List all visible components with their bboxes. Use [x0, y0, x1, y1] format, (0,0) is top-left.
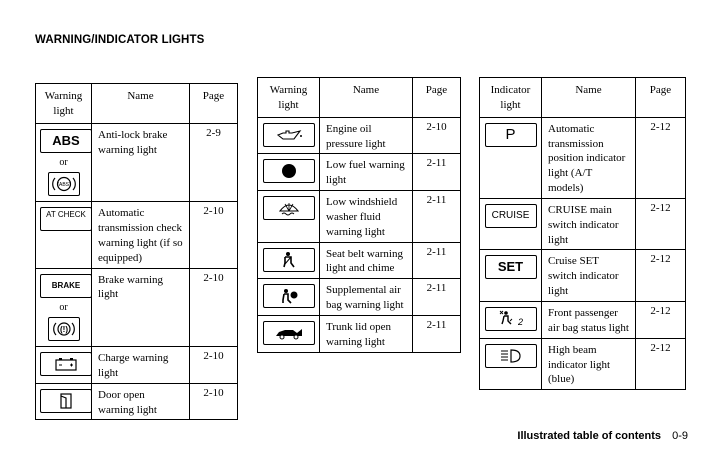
passenger-airbag-status-icon: [485, 307, 537, 331]
icon-cell: [36, 383, 92, 420]
icon-cell: [258, 242, 320, 279]
name-cell: CRUISE main switch indicator light: [542, 198, 636, 250]
page-cell: 2-12: [636, 117, 686, 198]
table-row: [480, 198, 686, 250]
or-label: or: [59, 301, 68, 313]
name-cell: Trunk lid open warning light: [320, 315, 413, 352]
abs-circle-icon: [48, 172, 80, 196]
page-cell: 2-12: [636, 301, 686, 338]
col-header-icon: Indicator light: [480, 78, 542, 118]
page-cell: 2-10: [190, 202, 238, 268]
oil-can-icon: [263, 123, 315, 147]
icon-cell: [480, 198, 542, 250]
name-cell: Front passenger air bag status light: [542, 301, 636, 338]
col-header-name: Name: [542, 78, 636, 118]
page-cell: 2-9: [190, 123, 238, 202]
page-cell: 2-12: [636, 338, 686, 390]
table-row: [258, 279, 461, 316]
park-position-icon: P: [485, 123, 537, 147]
high-beam-icon: [485, 344, 537, 368]
page-heading: WARNING/INDICATOR LIGHTS: [35, 34, 205, 46]
page-cell: 2-10: [190, 383, 238, 420]
indicator-lights-table: [479, 77, 686, 390]
icon-cell: [480, 117, 542, 198]
name-cell: Cruise SET switch indicator light: [542, 250, 636, 302]
page-footer: [517, 430, 688, 442]
name-cell: Engine oil pressure light: [320, 117, 413, 154]
table-row: [36, 347, 238, 384]
cruise-icon: CRUISE: [485, 204, 537, 228]
table-row: [36, 383, 238, 420]
airbag-status-number: 2: [517, 317, 523, 328]
icon-cell: [258, 117, 320, 154]
icon-cell: [36, 202, 92, 268]
table-header: [36, 84, 238, 124]
name-cell: Anti-lock brake warning light: [92, 123, 190, 202]
page-cell: 2-11: [413, 315, 461, 352]
page-cell: 2-10: [413, 117, 461, 154]
page-cell: 2-11: [413, 279, 461, 316]
col-header-icon: Warning light: [258, 78, 320, 118]
col-header-name: Name: [320, 78, 413, 118]
warning-lights-table-1: [35, 83, 238, 420]
icon-cell: [258, 279, 320, 316]
icon-cell: [258, 154, 320, 191]
col-header-name: Name: [92, 84, 190, 124]
table-row: [480, 117, 686, 198]
icon-cell: [36, 347, 92, 384]
filled-circle-icon: [263, 159, 315, 183]
table-row: [480, 250, 686, 302]
col-header-page: Page: [413, 78, 461, 118]
col-header-page: Page: [636, 78, 686, 118]
name-cell: Automatic transmission position indicator light (A/T models): [542, 117, 636, 198]
table-row: [258, 242, 461, 279]
seat-belt-icon: [263, 248, 315, 272]
table-row: [480, 301, 686, 338]
name-cell: Supplemental air bag warning light: [320, 279, 413, 316]
icon-cell: [480, 338, 542, 390]
table-row: [36, 123, 238, 202]
footer-page-number: 0-9: [672, 430, 688, 442]
name-cell: Low windshield washer fluid warning light: [320, 191, 413, 243]
icon-cell: [258, 191, 320, 243]
page-cell: 2-12: [636, 198, 686, 250]
icon-cell: [480, 250, 542, 302]
page-cell: 2-10: [190, 268, 238, 347]
door-open-icon: [40, 389, 92, 413]
icon-cell: [258, 315, 320, 352]
col-header-icon: Warning light: [36, 84, 92, 124]
page-cell: 2-12: [636, 250, 686, 302]
name-cell: Door open warning light: [92, 383, 190, 420]
name-cell: High beam indicator light (blue): [542, 338, 636, 390]
abs-icon: ABS: [40, 129, 92, 153]
page-cell: 2-11: [413, 154, 461, 191]
table-row: [258, 117, 461, 154]
airbag-icon: [263, 284, 315, 308]
footer-title: Illustrated table of contents: [517, 430, 662, 442]
table-row: [480, 338, 686, 390]
warning-lights-table-2: [257, 77, 461, 353]
brake-text-icon: BRAKE: [40, 274, 92, 298]
brake-circle-text: (!): [59, 325, 68, 335]
icon-cell: [36, 268, 92, 347]
washer-fluid-icon: [263, 196, 315, 220]
table-row: [36, 202, 238, 268]
icon-cell: [36, 123, 92, 202]
name-cell: Low fuel warning light: [320, 154, 413, 191]
brake-circle-icon: [48, 317, 80, 341]
icon-cell: [480, 301, 542, 338]
table-row: [258, 154, 461, 191]
name-cell: Seat belt warning light and chime: [320, 242, 413, 279]
table-header: [258, 78, 461, 118]
set-icon: SET: [485, 255, 537, 279]
name-cell: Charge warning light: [92, 347, 190, 384]
table-header: [480, 78, 686, 118]
page-cell: 2-10: [190, 347, 238, 384]
at-check-icon: AT CHECK: [40, 207, 92, 231]
page-cell: 2-11: [413, 242, 461, 279]
table-row: [258, 315, 461, 352]
trunk-open-icon: [263, 321, 315, 345]
table-row: [36, 268, 238, 347]
abs-circle-text: (ABS): [56, 182, 71, 189]
table-row: [258, 191, 461, 243]
battery-icon: [40, 352, 92, 376]
name-cell: Brake warning light: [92, 268, 190, 347]
or-label: or: [59, 156, 68, 168]
name-cell: Automatic transmission check warning light (if so equipped): [92, 202, 190, 268]
col-header-page: Page: [190, 84, 238, 124]
page-cell: 2-11: [413, 191, 461, 243]
